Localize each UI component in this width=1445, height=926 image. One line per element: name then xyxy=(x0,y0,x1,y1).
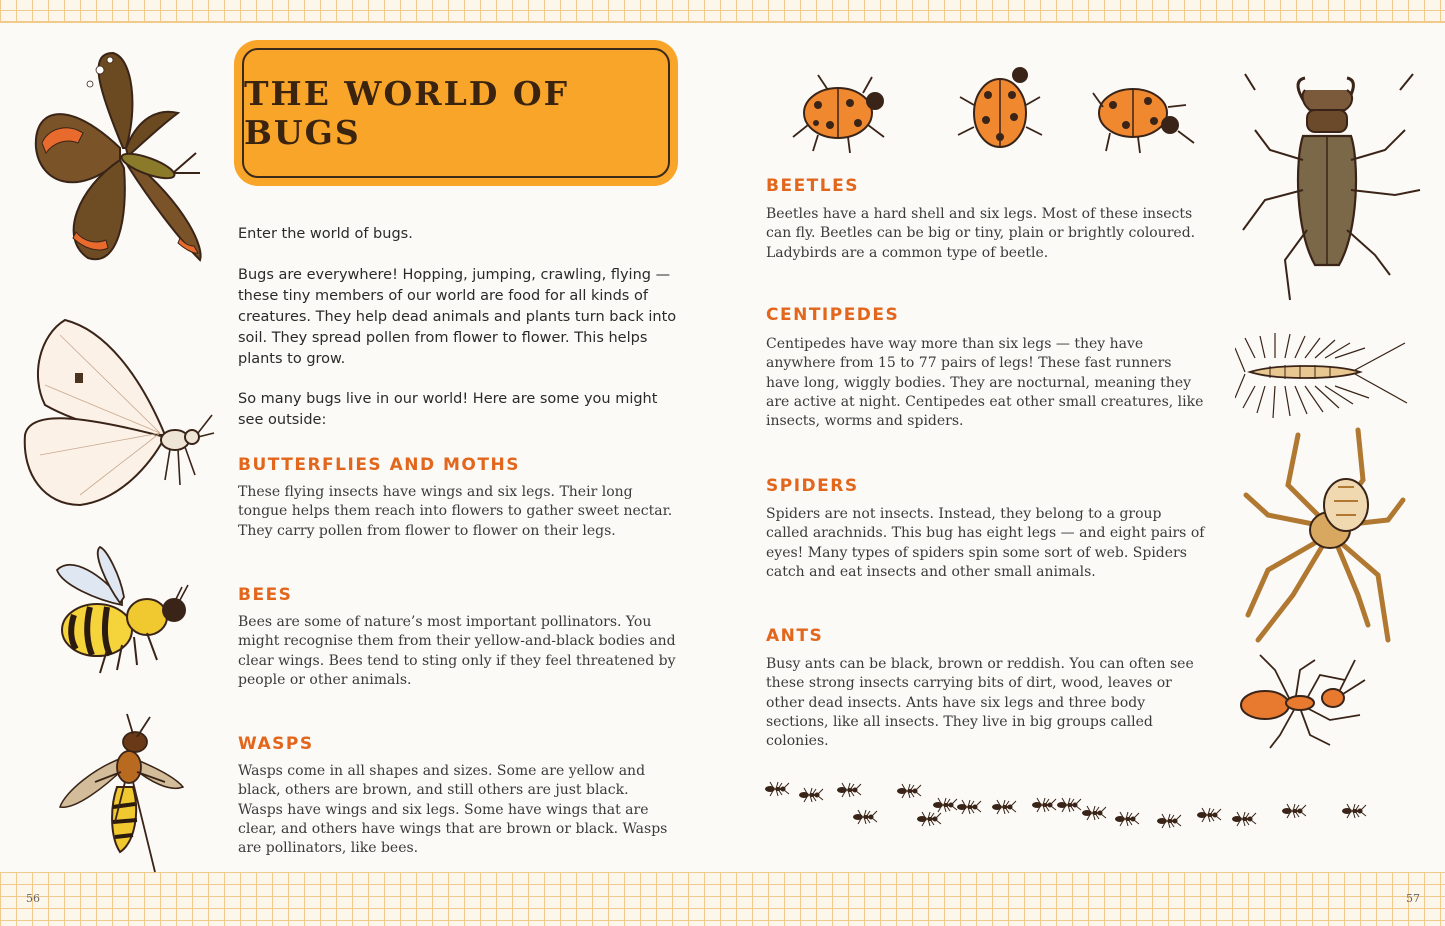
page-number-left: 56 xyxy=(26,892,40,905)
ants-text: Busy ants can be black, brown or reddish. You can often see these strong insects carrying bits of dirt, wood, leaves or other dead insects. Ants have six legs and three body sections, like all insects. They live in big groups called colonies. xyxy=(766,656,1194,750)
bee-icon xyxy=(52,545,192,677)
title-box xyxy=(236,42,676,184)
centipede-icon xyxy=(1235,328,1410,423)
page-title: THE WORLD OF BUGS xyxy=(244,74,570,152)
beetles-heading: BEETLES xyxy=(766,176,859,196)
spider-icon xyxy=(1238,425,1413,647)
wasps-heading: WASPS xyxy=(238,734,314,754)
grid-border-bottom xyxy=(0,872,1445,926)
bees-heading: BEES xyxy=(238,585,293,605)
grid-border-top xyxy=(0,0,1445,23)
spiders-heading: SPIDERS xyxy=(766,476,859,496)
stag-beetle-icon xyxy=(1235,70,1425,305)
bees-text: Bees are some of nature’s most important pollinators. You might recognise them from their yellow-and-black bodies and clear wings. Bees tend to sting only if they feel threatened by people or other animals. xyxy=(238,614,676,688)
moth-icon xyxy=(20,315,215,515)
page-number-right: 57 xyxy=(1406,892,1420,905)
intro-paragraph-3: So many bugs live in our world! Here are some you might see outside: xyxy=(238,391,658,428)
intro-paragraph-2: Bugs are everywhere! Hopping, jumping, crawling, flying — these tiny members of our world are food for all kinds of creatures. They help dead animals and plants turn back into soil. They spread pollen from flower to flower. This helps plants to grow. xyxy=(238,267,677,367)
butterflies-text: These flying insects have wings and six legs. Their long tongue helps them reach into flowers to gather sweet nectar. They carry pollen from flower to flower on their legs. xyxy=(238,484,673,539)
ant-icon xyxy=(1235,650,1370,750)
wasp-icon xyxy=(55,712,190,877)
ant-trail-icon xyxy=(762,775,1372,835)
butterfly-icon xyxy=(28,48,208,270)
intro-paragraph-1: Enter the world of bugs. xyxy=(238,226,413,242)
butterflies-heading: BUTTERFLIES AND MOTHS xyxy=(238,455,520,475)
spiders-text: Spiders are not insects. Instead, they belong to a group called arachnids. This bug has eight legs — and eight pairs of eyes! Many types of spiders spin some sort of web. Spiders catch and eat insects and other small animals. xyxy=(766,506,1205,580)
wasps-text: Wasps come in all shapes and sizes. Some are yellow and black, others are brown, and still others are just black. Wasps have wings and six legs. Some have wings that are clear, and others have wings that are brown or black. Wasps are pollinators, like bees. xyxy=(238,763,668,857)
centipedes-text: Centipedes have way more than six legs — they have anywhere from 15 to 77 pairs of legs! These fast runners have long, wiggly bodies. They are nocturnal, meaning they are active at night. Centipedes eat other small creatures, like insects, worms and spiders. xyxy=(766,336,1204,430)
ladybird-icon xyxy=(788,65,1200,155)
ants-heading: ANTS xyxy=(766,626,824,646)
beetles-text: Beetles have a hard shell and six legs. Most of these insects can fly. Beetles can be big or tiny, plain or brightly coloured. Ladybirds are a common type of beetle. xyxy=(766,206,1196,261)
centipedes-heading: CENTIPEDES xyxy=(766,305,900,325)
